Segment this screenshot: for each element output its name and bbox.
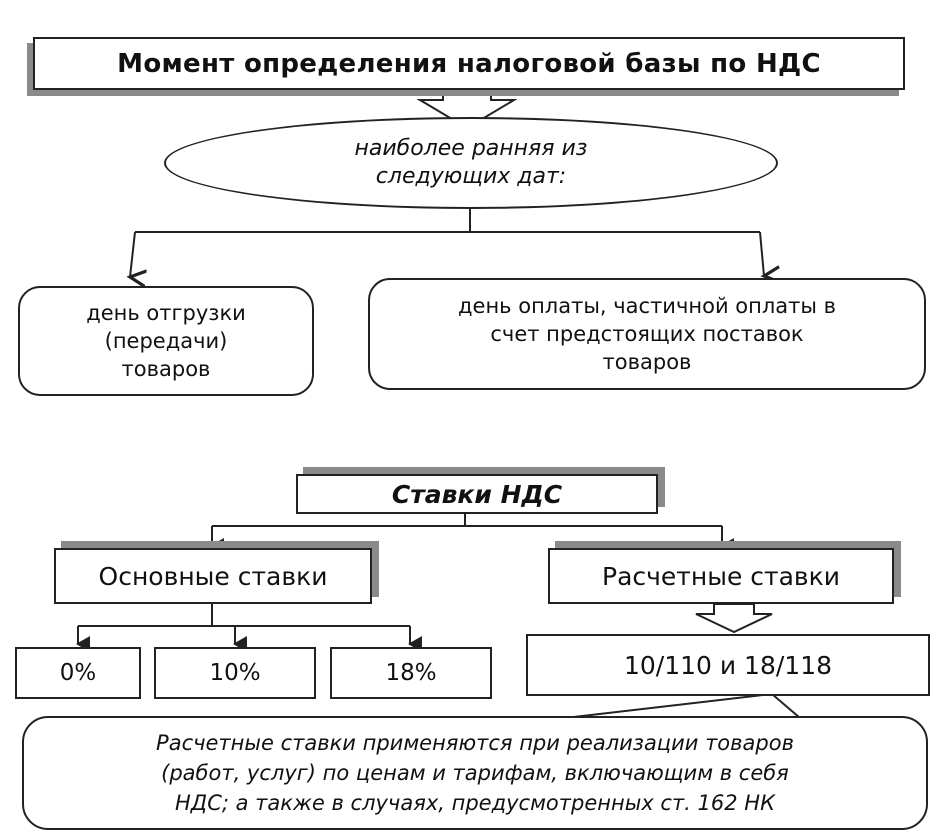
note-line-3: НДС; а также в случаях, предусмотренных ст. 162 НК	[175, 791, 775, 815]
payment-date-box	[368, 278, 926, 390]
calc-rates-box	[548, 548, 894, 604]
right-line-2: счет предстоящих поставок	[490, 322, 804, 346]
calc-rates-text: Расчетные ставки	[602, 561, 840, 591]
calc-rates-value-text: 10/110 и 18/118	[623, 650, 833, 680]
rate-0-box	[15, 647, 141, 699]
calc-down-arrow	[696, 604, 772, 632]
left-branch-arrow	[130, 232, 135, 277]
left-line-1: день отгрузки	[86, 301, 246, 325]
note-callout	[565, 694, 800, 718]
basic-rates-text: Основные ставки	[98, 561, 328, 591]
left-line-2: (передачи)	[104, 329, 228, 353]
note-line-1: Расчетные ставки применяются при реализации товаров	[156, 731, 794, 755]
ellipse-line-2: следующих дат:	[375, 164, 567, 189]
rate-18-box	[330, 647, 492, 699]
left-line-3: товаров	[121, 357, 211, 381]
rates-title-text: Ставки НДС	[391, 479, 563, 509]
rate-10-box	[154, 647, 316, 699]
right-branch-arrow	[760, 232, 764, 276]
ellipse-node	[164, 117, 778, 209]
right-line-3: товаров	[602, 350, 692, 374]
basic-rates-box	[54, 548, 372, 604]
shipment-date-box	[18, 286, 314, 396]
ellipse-line-1: наиболее ранняя из	[354, 136, 588, 161]
note-box	[22, 716, 928, 830]
note-line-2: (работ, услуг) по ценам и тарифам, включающим в себя	[161, 761, 789, 785]
title-text: Момент определения налоговой базы по НДС	[117, 48, 821, 79]
rate-18-text: 18%	[385, 660, 437, 686]
rate-0-text: 0%	[59, 660, 97, 686]
right-line-1: день оплаты, частичной оплаты в	[458, 294, 836, 318]
title-box	[33, 37, 905, 90]
calc-rates-value-box	[526, 634, 930, 696]
rates-title-box	[296, 474, 658, 514]
rate-10-text: 10%	[209, 660, 261, 686]
